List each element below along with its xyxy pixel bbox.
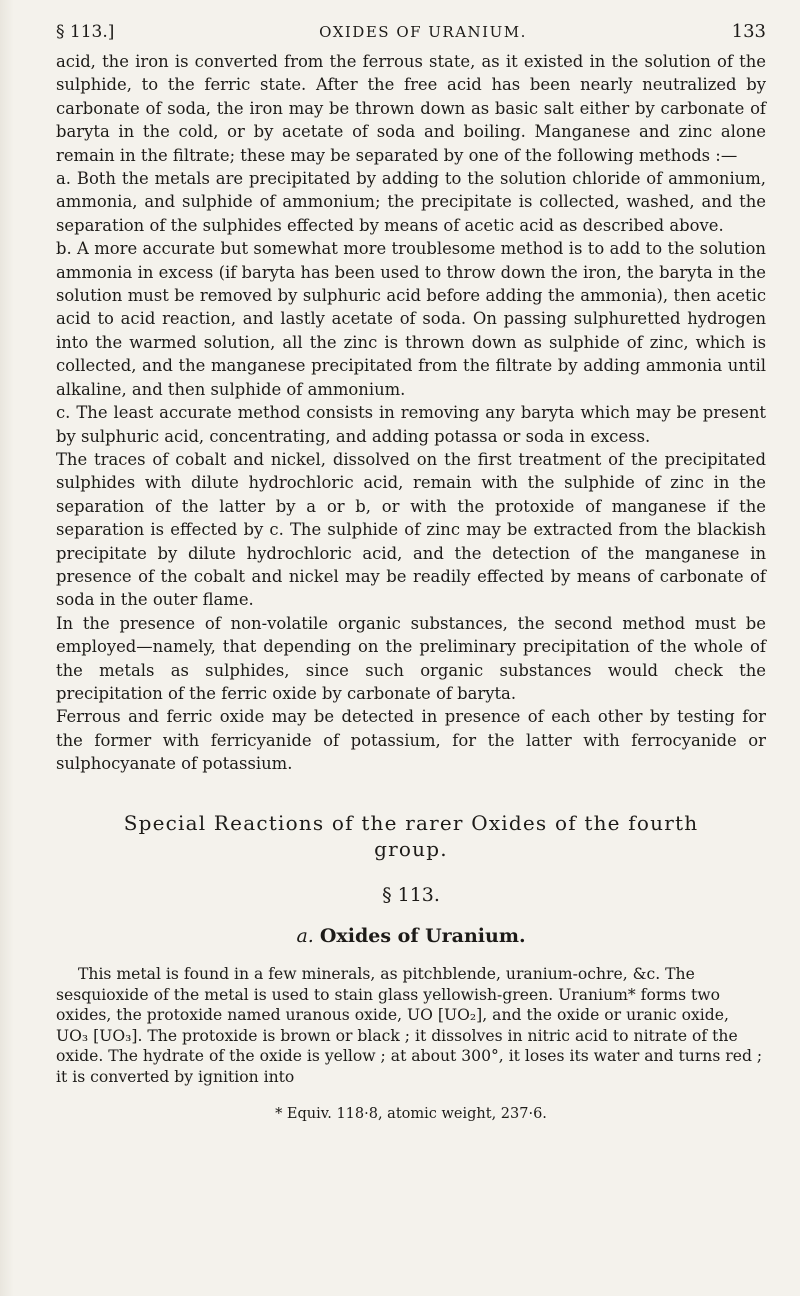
special-reactions-heading: Special Reactions of the rarer Oxides of the fourth group. <box>123 810 699 861</box>
page-binding-edge <box>0 0 14 1296</box>
section-reference: § 113.] <box>56 22 115 42</box>
running-title: OXIDES OF URANIUM. <box>319 23 527 41</box>
paragraph: acid, the iron is converted from the ferrous state, as it existed in the solution of the sulphide, to the ferric state. After the free acid has been nearly neutralized by carbonate of soda, the iron may be thrown down as basic salt either by carbonate of baryta in the cold, or by acetate of soda and boiling. Manganese and zinc alone remain in the filtrate; these may be separated by one of the following methods :— <box>56 52 766 165</box>
page-body <box>56 50 766 776</box>
subsection-title: Oxides of Uranium. <box>319 925 526 947</box>
page-header <box>56 20 766 50</box>
method-b-paragraph: b. A more accurate but somewhat more troublesome method is to add to the solution ammonia in excess (if baryta has been used to throw down the iron, the baryta in the solution must be removed by sulphuric acid before adding the ammonia), then acetic acid to acid reaction, and lastly acetate of soda. On passing sulphuretted hydrogen into the warmed solution, all the zinc is thrown down as sulphide of zinc, which is collected, and the manganese precipitated from the filtrate by adding ammonia until alkaline, and then sulphide of ammonium. <box>56 239 766 399</box>
method-a-paragraph: a. Both the metals are precipitated by adding to the solution chloride of ammonium, ammonia, and sulphide of ammonium; the precipitate is collected, washed, and the separation of the sulphides effected by means of acetic acid as described above. <box>56 169 766 235</box>
book-page <box>56 20 766 1126</box>
paragraph: Ferrous and ferric oxide may be detected in presence of each other by testing for the former with ferricyanide of potassium, for the latter with ferrocyanide or sulphocyanate of potassium. <box>56 707 766 774</box>
subsection-letter: a. <box>296 925 314 947</box>
section-number: § 113. <box>382 883 440 906</box>
subsection-heading <box>56 925 766 948</box>
uranium-section <box>56 964 766 1126</box>
paragraph: The traces of cobalt and nickel, dissolved on the first treatment of the precipitated sulphides with dilute hydrochloric acid, remain with the sulphide of zinc in the separation of the latter by a or b, or with the protoxide of manganese if the separation is effected by c. The sulphide of zinc may be extracted from the blackish precipitate by dilute hydrochloric acid, and the detection of the manganese in presence of the cobalt and nickel may be readily effected by means of carbonate of soda in the outer flame. <box>56 449 766 610</box>
page-number: 133 <box>731 21 766 42</box>
method-c-paragraph: c. The least accurate method consists in removing any baryta which may be present by sulphuric acid, concentrating, and adding potassa or soda in excess. <box>56 403 766 446</box>
paragraph: In the presence of non-volatile organic substances, the second method must be employed—namely, that depending on the preliminary precipitation of the whole of the metals as sulphides, since such organic substances would check the precipitation of the ferric oxide by carbonate of baryta. <box>56 613 766 703</box>
footnote: * Equiv. 118·8, atomic weight, 237·6. <box>275 1105 547 1122</box>
uranium-paragraph: This metal is found in a few minerals, as pitchblende, uranium-ochre, &c. The sesquioxide of the metal is used to stain glass yellowish-green. Uranium* forms two oxides, the protoxide named uranous oxide, UO [UO₂], and the oxide or uranic oxide, UO₃ [UO₃]. The protoxide is brown or black ; it dissolves in nitric acid to nitrate of the oxide. The hydrate of the oxide is yellow ; at about 300°, it loses its water and turns red ; it is converted by ignition into <box>56 965 763 1086</box>
